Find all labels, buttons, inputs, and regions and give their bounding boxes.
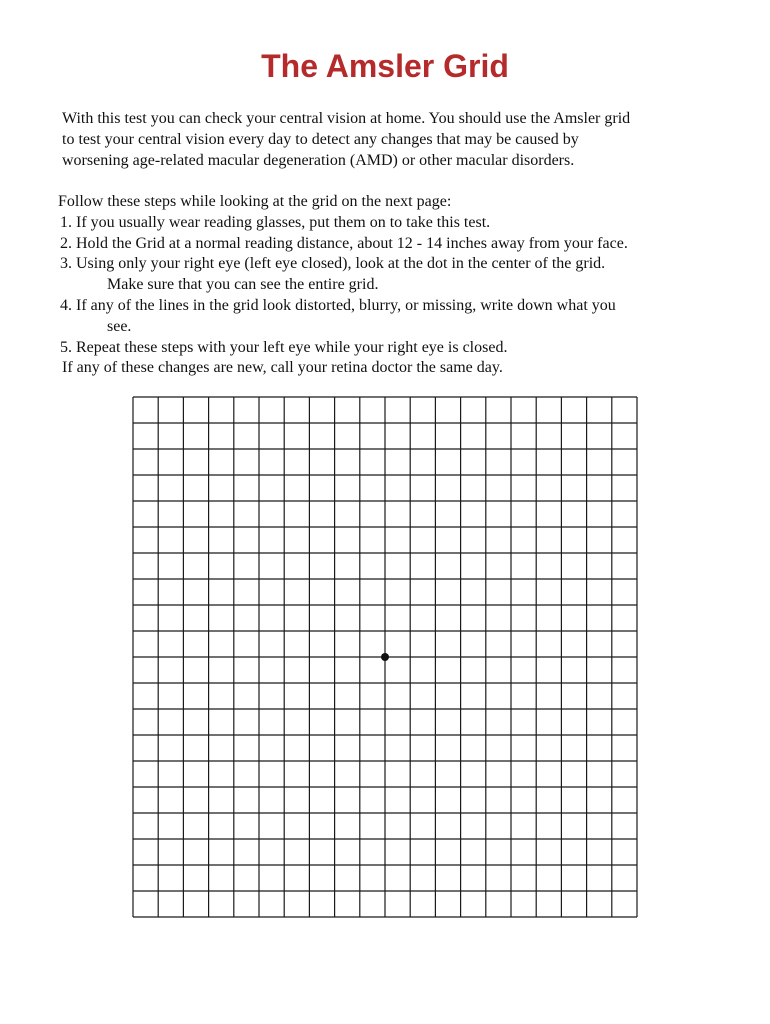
- intro-line: to test your central vision every day to detect any changes that may be caused by: [62, 131, 579, 148]
- step-4: 4. If any of the lines in the grid look distorted, blurry, or missing, write down what you: [60, 296, 616, 314]
- step-4-continuation: see.: [107, 317, 132, 335]
- intro-line: worsening age-related macular degeneration (AMD) or other macular disorders.: [62, 152, 575, 169]
- step-5: 5. Repeat these steps with your left eye while your right eye is closed.: [60, 338, 508, 356]
- step-3: 3. Using only your right eye (left eye closed), look at the dot in the center of the grid.: [60, 255, 606, 273]
- center-dot: [381, 653, 389, 661]
- closing-note: If any of these changes are new, call your retina doctor the same day.: [62, 359, 503, 377]
- intro-paragraph: [62, 108, 722, 171]
- amsler-grid: [132, 396, 638, 918]
- instructions: [58, 192, 738, 379]
- steps-lead: Follow these steps while looking at the grid on the next page:: [58, 193, 452, 210]
- page-title: The Amsler Grid: [261, 48, 509, 84]
- step-3-continuation: Make sure that you can see the entire grid.: [107, 276, 379, 294]
- step-1: 1. If you usually wear reading glasses, put them on to take this test.: [60, 213, 491, 231]
- step-2: 2. Hold the Grid at a normal reading distance, about 12 - 14 inches away from your face.: [60, 234, 628, 252]
- intro-line: With this test you can check your central vision at home. You should use the Amsler grid: [62, 110, 631, 127]
